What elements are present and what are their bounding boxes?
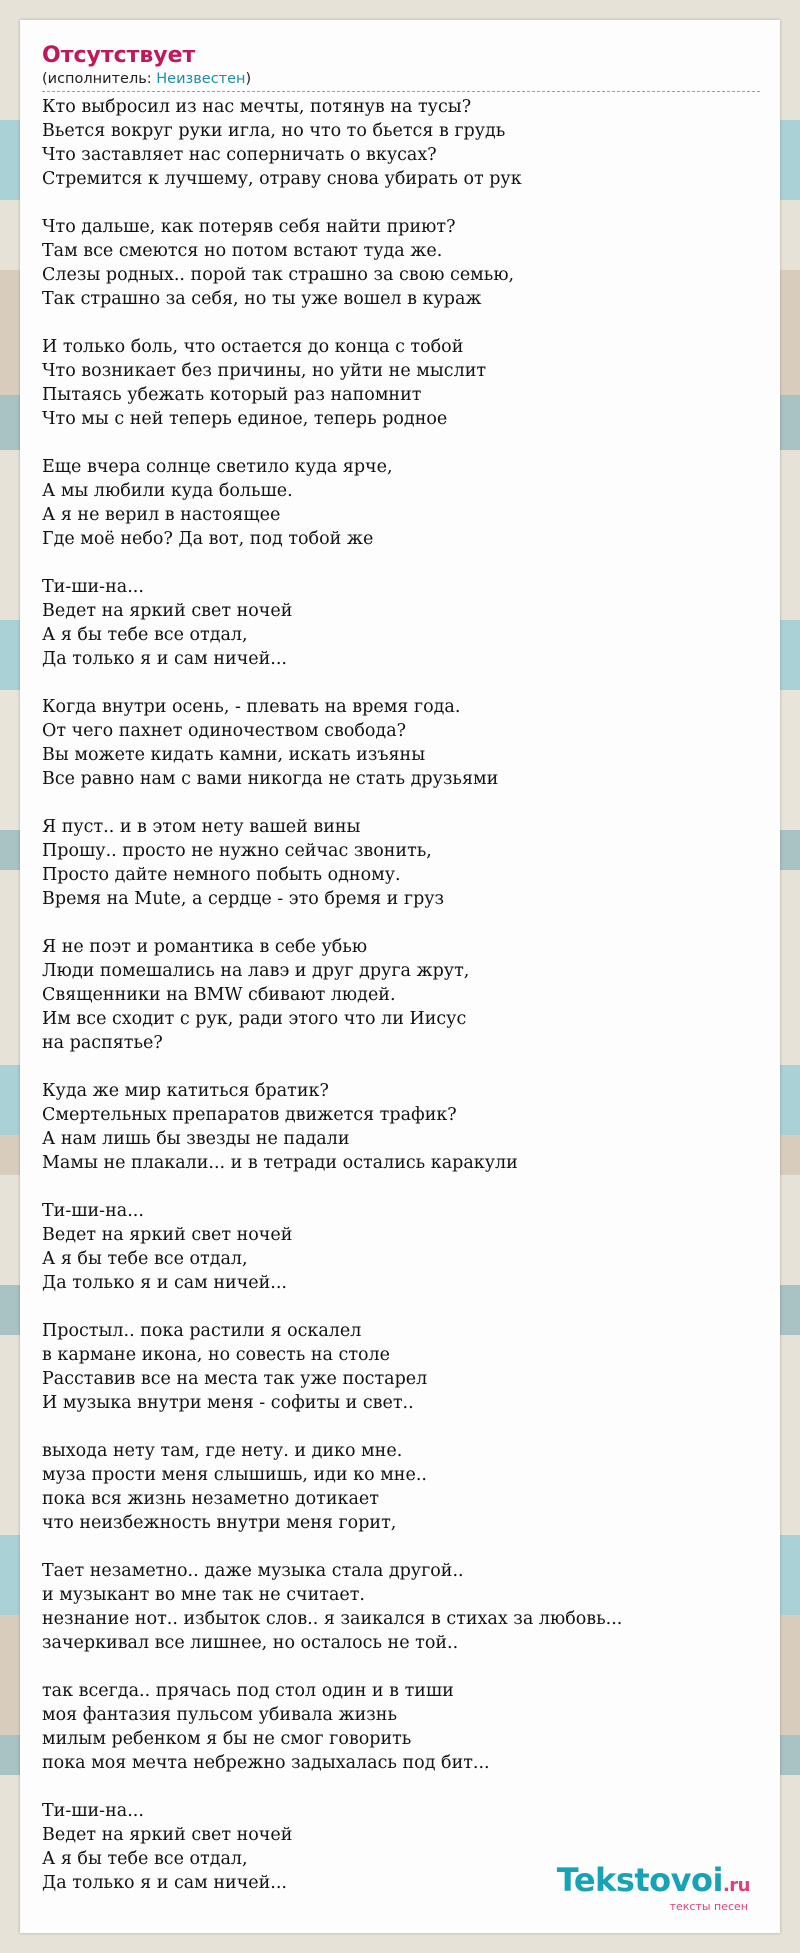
lyrics-line: Слезы родных.. порой так страшно за свою семью, <box>42 265 515 285</box>
lyrics-line: Ти-ши-на... <box>42 577 144 597</box>
lyrics-stanza <box>42 1319 758 1415</box>
lyrics-line: Когда внутри осень, - плевать на время года. <box>42 697 461 717</box>
lyrics-line: А я бы тебе все отдал, <box>42 1849 248 1869</box>
lyrics-line: Время на Mute, а сердце - это бремя и груз <box>42 889 445 909</box>
lyrics-line: Я пуст.. и в этом нету вашей вины <box>42 817 361 837</box>
lyrics-line: Прошу.. просто не нужно сейчас звонить, <box>42 841 432 861</box>
lyrics-line: Да только я и сам ничей... <box>42 1873 287 1893</box>
lyrics-line: Простыл.. пока растили я оскалел <box>42 1321 362 1341</box>
lyrics-line: зачеркивал все лишнее, но осталось не той.. <box>42 1633 459 1653</box>
lyrics-stanza <box>42 455 758 551</box>
lyrics-stanza <box>42 1079 758 1175</box>
lyrics-line: Вьется вокруг руки игла, но что то бьется в грудь <box>42 121 506 141</box>
lyrics-card <box>20 20 780 1933</box>
lyrics-line: От чего пахнет одиночеством свобода? <box>42 721 407 741</box>
performer-prefix: (исполнитель: <box>42 71 157 87</box>
lyrics-line: милым ребенком я бы не смог говорить <box>42 1729 412 1749</box>
lyrics-line: Ведет на яркий свет ночей <box>42 1825 293 1845</box>
lyrics-line: пока вся жизнь незаметно дотикает <box>42 1489 379 1509</box>
lyrics-line: Просто дайте немного побыть одному. <box>42 865 401 885</box>
lyrics-stanza <box>42 95 758 191</box>
logo-tagline: тексты песен <box>669 1900 748 1913</box>
lyrics-line: Куда же мир катиться братик? <box>42 1081 329 1101</box>
lyrics-line: А я бы тебе все отдал, <box>42 625 248 645</box>
lyrics-line: так всегда.. прячась под стол один и в тиши <box>42 1681 454 1701</box>
lyrics-stanza <box>42 575 758 671</box>
lyrics-line: Кто выбросил из нас мечты, потянув на тусы? <box>42 97 472 117</box>
lyrics-line: выхода нету там, где нету. и дико мне. <box>42 1441 403 1461</box>
lyrics-text <box>42 95 758 1895</box>
lyrics-line: Им все сходит с рук, ради этого что ли Иисус <box>42 1009 467 1029</box>
lyrics-line: что неизбежность внутри меня горит, <box>42 1513 397 1533</box>
lyrics-stanza <box>42 1439 758 1535</box>
lyrics-stanza <box>42 815 758 911</box>
lyrics-line: Стремится к лучшему, отраву снова убирать от рук <box>42 169 522 189</box>
lyrics-line: И только боль, что остается до конца с тобой <box>42 337 464 357</box>
lyrics-line: И музыка внутри меня - софиты и свет.. <box>42 1393 414 1413</box>
site-logo[interactable] <box>557 1863 750 1913</box>
lyrics-line: Еще вчера солнце светило куда ярче, <box>42 457 393 477</box>
lyrics-line: Тает незаметно.. даже музыка стала другой.. <box>42 1561 464 1581</box>
lyrics-line: Пытаясь убежать который раз напомнит <box>42 385 422 405</box>
lyrics-line: Так страшно за себя, но ты уже вошел в кураж <box>42 289 482 309</box>
lyrics-stanza <box>42 215 758 311</box>
performer-line <box>42 70 760 92</box>
lyrics-line: Там все смеются но потом встают туда же. <box>42 241 443 261</box>
lyrics-line: Где моё небо? Да вот, под тобой же <box>42 529 374 549</box>
song-title: Отсутствует <box>42 43 196 68</box>
lyrics-line: Что дальше, как потеряв себя найти приют? <box>42 217 456 237</box>
lyrics-line: Что мы с ней теперь единое, теперь родное <box>42 409 448 429</box>
lyrics-line: Ти-ши-на... <box>42 1801 144 1821</box>
lyrics-stanza <box>42 1559 758 1655</box>
lyrics-line: Смертельных препаратов движется трафик? <box>42 1105 457 1125</box>
logo-name: Tekstovoi <box>556 1861 723 1899</box>
lyrics-line: Я не поэт и романтика в себе убью <box>42 937 368 957</box>
lyrics-line: Вы можете кидать камни, искать изъяны <box>42 745 426 765</box>
lyrics-line: Ти-ши-на... <box>42 1201 144 1221</box>
performer-link[interactable]: Неизвестен <box>156 71 246 87</box>
lyrics-stanza <box>42 935 758 1055</box>
lyrics-stanza <box>42 1199 758 1295</box>
lyrics-line: А я бы тебе все отдал, <box>42 1249 248 1269</box>
lyrics-line: А мы любили куда больше. <box>42 481 293 501</box>
lyrics-line: незнание нот.. избыток слов.. я заикался в стихах за любовь... <box>42 1609 623 1629</box>
lyrics-line: и музыкант во мне так не считает. <box>42 1585 365 1605</box>
lyrics-line: на распятье? <box>42 1033 163 1053</box>
lyrics-line: Священники на BMW сбивают людей. <box>42 985 396 1005</box>
lyrics-stanza <box>42 335 758 431</box>
lyrics-line: Мамы не плакали... и в тетради остались каракули <box>42 1153 518 1173</box>
lyrics-line: Все равно нам с вами никогда не стать друзьями <box>42 769 499 789</box>
lyrics-line: Ведет на яркий свет ночей <box>42 601 293 621</box>
lyrics-line: Что заставляет нас соперничать о вкусах? <box>42 145 437 165</box>
lyrics-line: Расставив все на места так уже постарел <box>42 1369 428 1389</box>
lyrics-line: моя фантазия пульсом убивала жизнь <box>42 1705 397 1725</box>
logo-tld: .ru <box>722 1875 750 1896</box>
lyrics-line: в кармане икона, но совесть на столе <box>42 1345 391 1365</box>
lyrics-line: пока моя мечта небрежно задыхалась под бит... <box>42 1753 490 1773</box>
lyrics-stanza <box>42 695 758 791</box>
lyrics-line: Ведет на яркий свет ночей <box>42 1225 293 1245</box>
lyrics-line: Что возникает без причины, но уйти не мыслит <box>42 361 487 381</box>
lyrics-line: А я не верил в настоящее <box>42 505 281 525</box>
performer-suffix: ) <box>245 71 252 87</box>
lyrics-line: А нам лишь бы звезды не падали <box>42 1129 350 1149</box>
logo-wordmark <box>557 1863 750 1903</box>
lyrics-stanza <box>42 1679 758 1775</box>
lyrics-line: Да только я и сам ничей... <box>42 649 287 669</box>
lyrics-line: Да только я и сам ничей... <box>42 1273 287 1293</box>
lyrics-line: Люди помешались на лавэ и друг друга жрут, <box>42 961 470 981</box>
lyrics-line: муза прости меня слышишь, иди ко мне.. <box>42 1465 427 1485</box>
